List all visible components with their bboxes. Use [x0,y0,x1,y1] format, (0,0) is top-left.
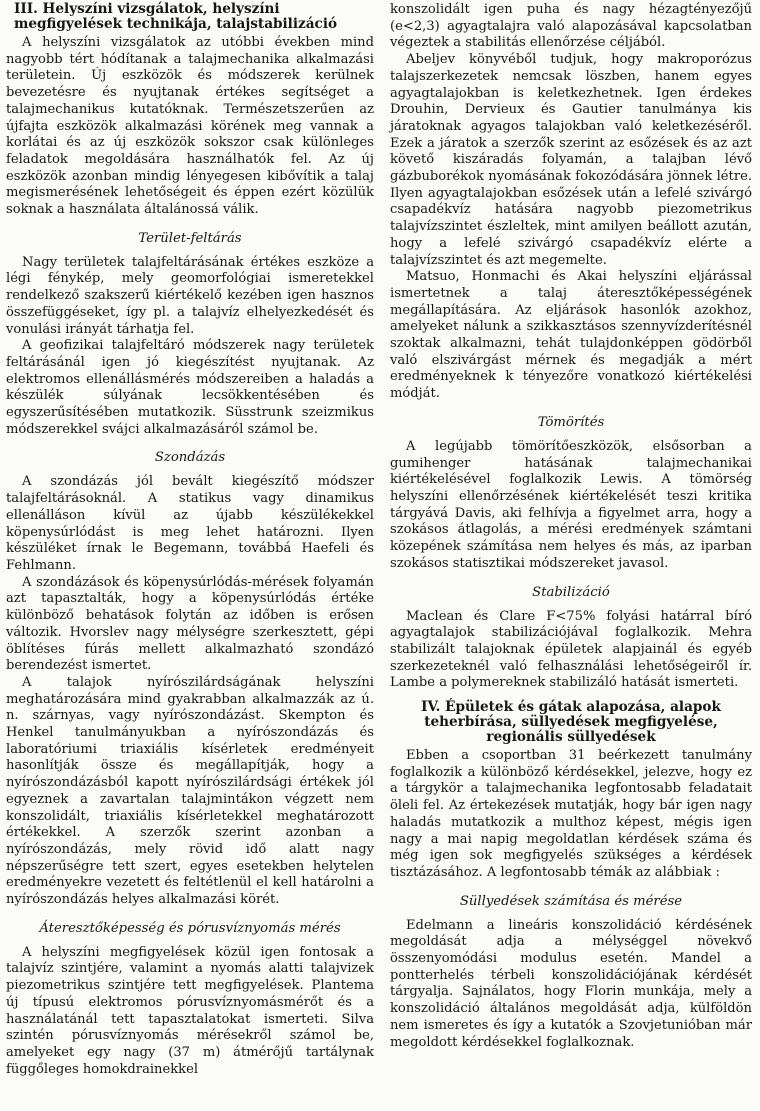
paragraph-stabilizacio: Maclean és Clare F<75% folyási határral bíró agyagtalajok stabilizációjával foglalkozik. Mehra stabilizált talajoknak épületek alapjainál és egyéb szerkezeteknél való felhasználási lehetőségeiről ír. Lambe a polymereknek stabilizáló hatását ismerteti. [390,608,752,691]
intro-paragraph: A helyszíni vizsgálatok az utóbbi években mind nagyobb tért hódítanak a talajmechanika alkalmazási területein. Új eszközök és módszerek kerülnek bevezetésre és nyujtanak értékes segítséget a talajmechanikus kutatóknak. Természetszerűen az újfajta eszközök alkalmazási körének meg vannak a korlátai és az új eszközök sokszor csak különleges feladatok megoldására használhatók fel. Az új eszközök azonban mindig lényegesen kibővítik a talaj megismerésének lehetőségeit és éppen ezért közülük soknak a használata általánossá válik. [6,35,374,218]
subheading-sullyedesek: Süllyedések számítása és mérése [459,893,683,909]
paragraph-szondazas-1: A szondázás jól bevált kiegészítő módszer talajfeltárásoknál. A statikus vagy dinamikus ellenálláson kívül az újabb készülékekkel köpenysúrlódást is meg lehet határozni. Ilyen készüléket írnak le Begemann, továbbá Haefeli és Fehlmann. [6,474,374,573]
paragraph-porusviz: A helyszíni megfigyelések közül igen fontosak a talajvíz szintjére, valamint a nyomás alatti talajvizek piezometrikus szintjére tett megfigyelések. Plantema új típusú elektromos pórusvíznyomásmérőt és a használatánál tett tapasztalatokat ismerteti. Silva szintén pórusvíznyomás mérésekről számol be, amelyeket egy nagy (37 m) átmérőjű tartálynak függőleges homokdrainekkel [6,944,374,1077]
paragraph-szondazas-2: A szondázások és köpenysúrlódás-mérések folyamán azt tapasztalták, hogy a köpenysúrlódás értéke különböző behatások folytán az időben is erősen változik. Hvorslev nagy mélységre szerkesztett, gépi öblítéses fúrás mellett alkalmazható szondázó berendezést ismertet. [6,574,374,674]
subheading-tomorites: Tömörítés [537,414,605,430]
paragraph-edelmann: Edelmann a lineáris konszolidáció kérdésének megoldását adja a mélységgel növekvő összenyomódási modulus esetén. Mandel a pontterhelés térbeli konszolidációjának kérdését tárgyalja. Sajnálatos, hogy Florin munkája, mely a konszolidáció általános megoldását adja, külföldön nem ismeretes és így a kutatók a Szovjetunióban már megoldott kérdésekkel foglalkoznak. [390,917,752,1050]
paragraph-tomorites: A legújabb tömörítőeszközök, elsősorban a gumihenger hatásának talajmechanikai kiértékelésével foglalkozik Lewis. A tömörség helyszíni ellenőrzésének kiértékelését teszi kritika tárgyává Davis, aki felhívja a figyelmet arra, hogy a szokásos átlagolás, a mérési eredmények számtani közepének számítása nem helyes és más, az iparban szokásos statisztikai módszereket javasol. [390,438,752,571]
section-heading-iii: III. Helyszíni vizsgálatok, helyszíni megfigyelések technikája, talajstabilizáció [14,1,338,32]
section-heading-iv: IV. Épületek és gátak alapozása, alapok teherbírása, süllyedések megfigyelése, regionális süllyedések [421,699,721,746]
paragraph-szondazas-3: A talajok nyírószilárdságának helyszíni meghatározására mind gyakrabban alkalmazzák az ú. n. szárnyas, vagy nyírószondázást. Skempton és Henkel tanulmányukban a nyírószondázás és laboratóriumi triaxiális kísérletek eredményeit hasonlítják össze és megállapítják, hogy a nyírószondázásból kapott nyírószilárdsági értékek jól egyeznek a zavartalan talajmintákon végzett nem konszolidált, triaxiális kísérletekkel meghatározott értékekkel. A szerzők szerint azonban a nyírószondázás, mely rövid idő alatt nagy népszerűségre tett szert, egyes esetekben helytelen eredményekre vezetett és feltétlenül el kell határolni a nyírószondázás helyes alkalmazási körét. [6,674,374,908]
paragraph-iv-intro: Ebben a csoportban 31 beérkezett tanulmány foglalkozik a különböző kérdésekkel, jelezve, hogy ez a tárgykör a talajmechanika legfontosabb feladatait öleli fel. Az értekezések mutatják, hogy bár igen nagy haladás mutatkozik a multhoz képest, mégis igen nagy a mai napig megoldatlan kérdések száma és még igen sok megfigyelés szükséges a kérdések tisztázásához. A legfontosabb témák az alábbiak : [390,748,752,880]
paragraph-abeljev: Abeljev könyvéből tudjuk, hogy makroporózus talajszerkezetek nemcsak löszben, hanem egyes agyagtalajokban is keletkezhetnek. Igen érdekes Drouhin, Dervieux és Gautier tanulmánya kis járatoknak agyagos talajokban való keletkezéséről. Ezek a járatok a szerzők szerint az esőzések és az azt követő kiszáradás folyamán, a talajban lévő gázbuborékok nyomásának fokozódására jönnek létre. Ilyen agyagtalajokban esőzések után a lefelé szivárgó csapadékvíz hatására nagyobb piezometrikus talajvízszintet észleltek, mint amilyen beállott azután, hogy a lefelé szivárgó csapadékvíz elérte a talajvízszintet és azt megemelte. [390,52,752,268]
left-column [6,2,374,1078]
subheading-ateresztokepesseg: Áteresztőképesség és pórusvíznyomás mérés [39,920,341,936]
paragraph-geofizikai: A geofizikai talajfeltáró módszerek nagy területek feltárásánál igen jó kiegészítést nyujtanak. Az elektromos ellenállásmérés módszereiben a haladás a készülék súlyának lecsökkentésében és egyszerűsítésében mutatkozik. Süsstrunk szeizmikus módszerekkel svájci alkalmazásáról számol be. [6,338,374,437]
subheading-terulet-feltaras: Terület-feltárás [138,230,242,246]
paragraph-continued: konszolidált igen puha és nagy hézagtényezőjű (e<2,3) agyagtalajra való alapozásával kapcsolatban végeztek a stabilitás ellenőrzése céljából. [390,2,752,51]
paragraph-legi-fenykep: Nagy területek talajfeltárásának értékes eszköze a légi fénykép, mely geomorfológiai ismeretekkel rendelkező szakszerű kiértékelő kezében igen hasznos összefüggéseket, így pl. a talajvíz elhelyezkedését és vonulási irányát tárhatja fel. [6,254,374,337]
right-column [390,2,752,1051]
subheading-stabilizacio: Stabilizáció [532,584,610,600]
subheading-szondazas: Szondázás [154,450,226,466]
paragraph-matsuo: Matsuo, Honmachi és Akai helyszíni eljárással ismertetnek a talaj áteresztőképességének megállapítására. Az eljárások hasonlók azokhoz, amelyeket nálunk a szikkasztásos szennyvízderítésnél szoktak alkalmazni, tehát tulajdonképpen gödörből való elszivárgást mérnek és megadják a mért eredményeknek k tényezőre vonatkozó kiértékelési módját. [390,269,752,402]
